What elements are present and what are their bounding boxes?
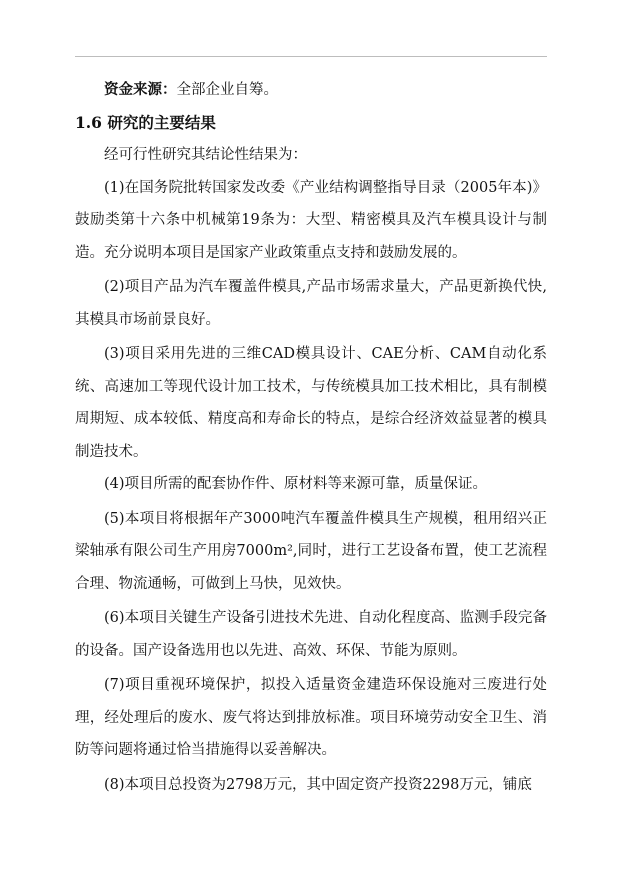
funding-label: 资金来源： (104, 81, 177, 98)
result-item-1: (1)在国务院批转国家发改委《产业结构调整指导目录（2005年本)》鼓励类第十六条中机械第19条为：大型、精密模具及汽车模具设计与制造。充分说明本项目是国家产业政策重点支持和鼓励发展的。 (75, 179, 547, 261)
document-body (75, 74, 547, 801)
result-item-8: (8)本项目总投资为2798万元，其中固定资产投资2298万元，铺底 (104, 776, 532, 793)
result-item-2: (2)项目产品为汽车覆盖件模具,产品市场需求量大，产品更新换代快,其模具市场前景良好。 (75, 279, 547, 328)
result-item-3: (3)项目采用先进的三维CAD模具设计、CAE分析、CAM自动化系统、高速加工等现代设计加工技术，与传统模具加工技术相比，具有制模周期短、成本较低、精度高和寿命长的特点，是综合经济效益显著的模具制造技术。 (75, 346, 547, 460)
result-item-4: (4)项目所需的配套协作件、原材料等来源可靠，质量保证。 (104, 476, 488, 492)
section-number: 1.6 (75, 112, 102, 132)
intro-paragraph: 经可行性研究其结论性结果为： (104, 147, 307, 163)
result-item-5: (5)本项目将根据年产3000吨汽车覆盖件模具生产规模，租用绍兴正梁轴承有限公司生产用房7000m²,同时，进行工艺设备布置，使工艺流程合理、物流通畅，可做到上马快，见效快。 (75, 510, 547, 592)
section-title: 研究的主要结果 (107, 112, 216, 132)
result-item-7: (7)项目重视环境保护，拟投入适量资金建造环保设施对三废进行处理，经处理后的废水、废气将达到排放标准。项目环境劳动安全卫生、消防等问题将通过恰当措施得以妥善解决。 (75, 677, 547, 758)
section-heading (75, 107, 547, 140)
funding-text: 全部企业自筹。 (176, 82, 278, 98)
funding-paragraph (75, 74, 547, 107)
header-divider (75, 56, 547, 57)
result-item-6: (6)本项目关键生产设备引进技术先进、自动化程度高、监测手段完备的设备。国产设备选用也以先进、高效、环保、节能为原则。 (75, 610, 547, 659)
